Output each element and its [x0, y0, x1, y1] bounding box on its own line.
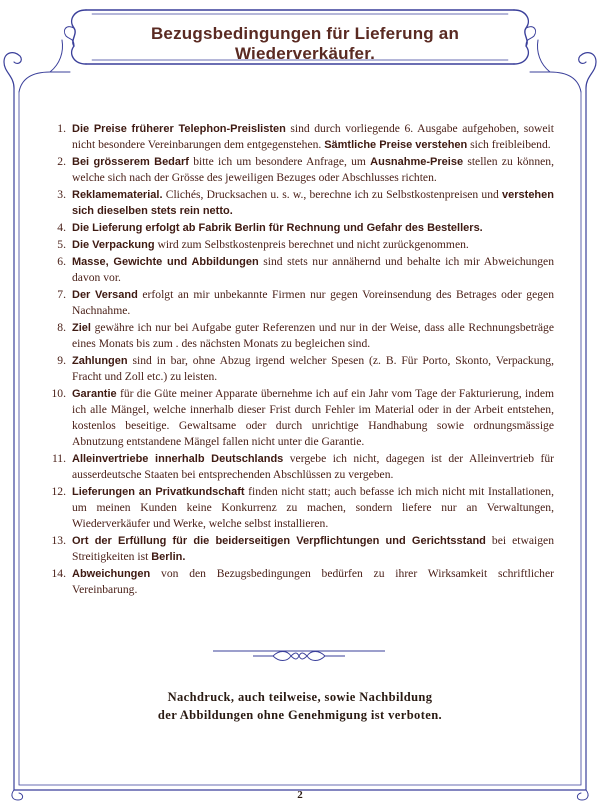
- item-text-bold: Abweichungen: [72, 568, 151, 580]
- item-number: 1.: [57, 122, 66, 135]
- item-text-regular: sich freibleibend.: [467, 138, 551, 151]
- item-text-bold: Ziel: [72, 322, 91, 334]
- item-text-regular: Clichés, Drucksachen u. s. w., berechne ich zu Selbstkostenpreisen und: [162, 188, 503, 201]
- item-text: [72, 287, 554, 319]
- item-number: 13.: [51, 534, 66, 547]
- item-text: [72, 121, 554, 153]
- item-text-bold: Masse, Gewichte und Abbildungen: [72, 256, 259, 268]
- item-number: 8.: [57, 321, 66, 334]
- page-number: 2: [297, 789, 303, 801]
- list-item: [48, 484, 554, 532]
- item-text-bold: Alleinvertriebe innerhalb Deutschlands: [72, 453, 284, 465]
- item-text-regular: von den Bezugsbedingungen bedürfen zu ihrer Wirksamkeit schriftlicher Vereinbarung.: [72, 567, 554, 596]
- item-text: [72, 187, 554, 219]
- list-item: [48, 386, 554, 450]
- item-text-bold: Sämtliche Preise verstehen: [324, 139, 468, 151]
- item-text: [72, 566, 554, 598]
- item-text-regular: sind durch vorliegende 6. Ausgabe aufgehoben, soweit nicht besondere Vereinbarungen dem entgegenstehen.: [72, 122, 554, 151]
- item-text-regular: vergebe ich nicht, dagegen ist der Alleinvertrieb für ausserdeutsche Staaten bei entsprechenden Abschlüssen zu vergeben.: [72, 452, 554, 481]
- item-text-bold: verstehen sich dieselben stets rein netto.: [72, 189, 554, 217]
- item-text: [72, 220, 554, 236]
- list-item: [48, 320, 554, 352]
- item-number: 10.: [51, 387, 66, 400]
- item-text: [72, 451, 554, 483]
- item-text-regular: stellen zu können, welche sich nach der Grösse des jeweiligen Bezuges oder Abschlusses richten.: [72, 155, 554, 184]
- item-text-regular: bei etwaigen Streitigkeiten ist: [72, 534, 554, 563]
- item-text-bold: Ort der Erfüllung für die beiderseitigen Verpflichtungen und Gerichtsstand: [72, 535, 486, 547]
- list-item: [48, 254, 554, 286]
- list-item: [48, 287, 554, 319]
- item-text: [72, 154, 554, 186]
- list-item: [48, 121, 554, 153]
- list-item: [48, 353, 554, 385]
- reprint-notice: [100, 688, 500, 724]
- item-text-bold: Der Versand: [72, 289, 138, 301]
- page-title: Bezugsbedingungen für Lieferung an Wiederverkäufer.: [150, 24, 460, 63]
- item-text: [72, 254, 554, 286]
- reprint-notice-line-1: Nachdruck, auch teilweise, sowie Nachbildung: [167, 690, 433, 704]
- item-text-regular: wird zum Selbstkostenpreis berechnet und nicht zurückgenommen.: [154, 238, 469, 251]
- list-item: [48, 220, 554, 236]
- item-text-bold: Reklamematerial.: [72, 189, 163, 201]
- list-item: [48, 533, 554, 565]
- item-number: 6.: [57, 255, 66, 268]
- conditions-list: [48, 121, 554, 599]
- item-text: [72, 386, 554, 450]
- item-number: 14.: [51, 567, 66, 580]
- item-text: [72, 237, 554, 253]
- item-text: [72, 320, 554, 352]
- list-item: [48, 237, 554, 253]
- item-text: [72, 533, 554, 565]
- item-text-bold: Lieferungen an Privatkundschaft: [72, 486, 245, 498]
- item-text-bold: Die Verpackung: [72, 239, 155, 251]
- item-number: 12.: [51, 485, 66, 498]
- item-text: [72, 484, 554, 532]
- item-text-bold: Die Lieferung erfolgt ab Fabrik Berlin für Rechnung und Gefahr des Bestellers.: [72, 222, 483, 234]
- item-text-bold: Berlin.: [151, 551, 186, 563]
- item-text-regular: für die Güte meiner Apparate übernehme ich auf ein Jahr vom Tage der Fakturierung, indem ich alle Mängel, welche innerhalb dieser Frist durch Fehler im Material oder in der Arbeit entstehen, kostenlos beseitige. Gewaltsame oder durch unrichtige Handhabung sowie ordnungsmässige Abnutzung entstandene Mängel fallen nicht unter die Garantie.: [72, 387, 554, 448]
- reprint-notice-line-2: der Abbildungen ohne Genehmigung ist verboten.: [157, 708, 443, 722]
- item-text-regular: bitte ich um besondere Anfrage, um: [188, 155, 371, 168]
- list-item: [48, 451, 554, 483]
- ornament-divider: [213, 648, 385, 664]
- item-number: 5.: [57, 238, 66, 251]
- item-number: 3.: [57, 188, 66, 201]
- item-text-regular: sind in bar, ohne Abzug irgend welcher Spesen (z. B. Für Porto, Skonto, Verpackung, Fracht und Zoll etc.) zu leisten.: [72, 354, 554, 383]
- item-text-regular: finden nicht statt; auch befasse ich mich nicht mit Installationen, um meinen Kunden keine Konkurrenz zu machen, sondern liefere nur an Verwaltungen, Wiederverkäufer und Werke, welche selbst installieren.: [72, 485, 554, 530]
- list-item: [48, 566, 554, 598]
- item-text: [72, 353, 554, 385]
- item-number: 11.: [51, 452, 66, 465]
- item-number: 2.: [57, 155, 66, 168]
- item-text-bold: Bei grösserem Bedarf: [72, 156, 189, 168]
- item-text-regular: erfolgt an mir unbekannte Firmen nur gegen Voreinsendung des Betrages oder gegen Nachnahme.: [72, 288, 554, 317]
- item-number: 9.: [57, 354, 66, 367]
- item-text-bold: Ausnahme-Preise: [370, 156, 464, 168]
- item-text-bold: Die Preise früherer Telephon-Preislisten: [72, 123, 286, 135]
- list-item: [48, 154, 554, 186]
- list-item: [48, 187, 554, 219]
- item-number: 4.: [57, 221, 66, 234]
- item-text-regular: sind stets nur annähernd und behalte ich mir Abweichungen davon vor.: [72, 255, 554, 284]
- item-text-bold: Garantie: [72, 388, 117, 400]
- item-text-regular: gewähre ich nur bei Aufgabe guter Referenzen und nur in der Weise, dass alle Rechnungsbeträge eines Monats bis zum . des nächsten Monats zu begleichen sind.: [72, 321, 554, 350]
- item-text-bold: Zahlungen: [72, 355, 128, 367]
- item-number: 7.: [57, 288, 66, 301]
